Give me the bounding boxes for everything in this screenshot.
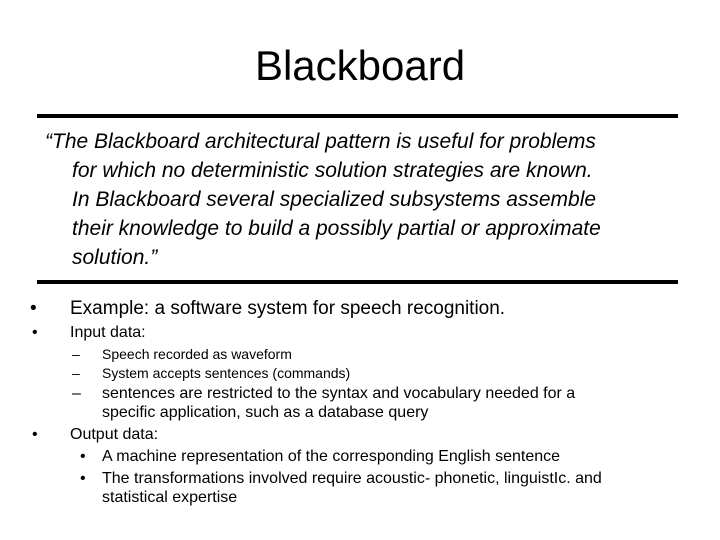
input-item: sentences are restricted to the syntax and vocabulary needed for a: [102, 385, 576, 402]
bullet-icon: •: [80, 448, 86, 465]
bullet-icon: •: [30, 298, 37, 319]
bullet-icon: •: [32, 426, 38, 443]
output-item-continued: statistical expertise: [102, 489, 238, 506]
quote-line-1: “The Blackboard architectural pattern is useful for problems: [45, 130, 596, 153]
input-item: System accepts sentences (commands): [102, 365, 351, 381]
example-text: Example: a software system for speech recognition.: [70, 298, 506, 319]
dash-icon: –: [72, 346, 80, 362]
output-data-label: Output data:: [70, 426, 159, 443]
quote-line-3: In Blackboard several specialized subsystems assemble: [72, 188, 597, 211]
dash-icon: –: [72, 365, 80, 381]
input-data-label: Input data:: [70, 324, 146, 341]
quote-line-4: their knowledge to build a possibly partial or approximate: [72, 217, 601, 240]
slide-title: Blackboard: [254, 42, 466, 89]
input-item-continued: specific application, such as a database query: [102, 404, 429, 421]
output-item: A machine representation of the corresponding English sentence: [102, 448, 561, 465]
dash-icon: –: [72, 385, 81, 402]
quote-line-5: solution.”: [72, 246, 158, 269]
quote-line-2: for which no deterministic solution strategies are known.: [72, 159, 593, 182]
bullet-icon: •: [32, 324, 38, 341]
bullet-icon: •: [80, 470, 86, 487]
input-item: Speech recorded as waveform: [102, 346, 292, 362]
output-item: The transformations involved require acoustic- phonetic, linguistIc. and: [102, 470, 602, 487]
